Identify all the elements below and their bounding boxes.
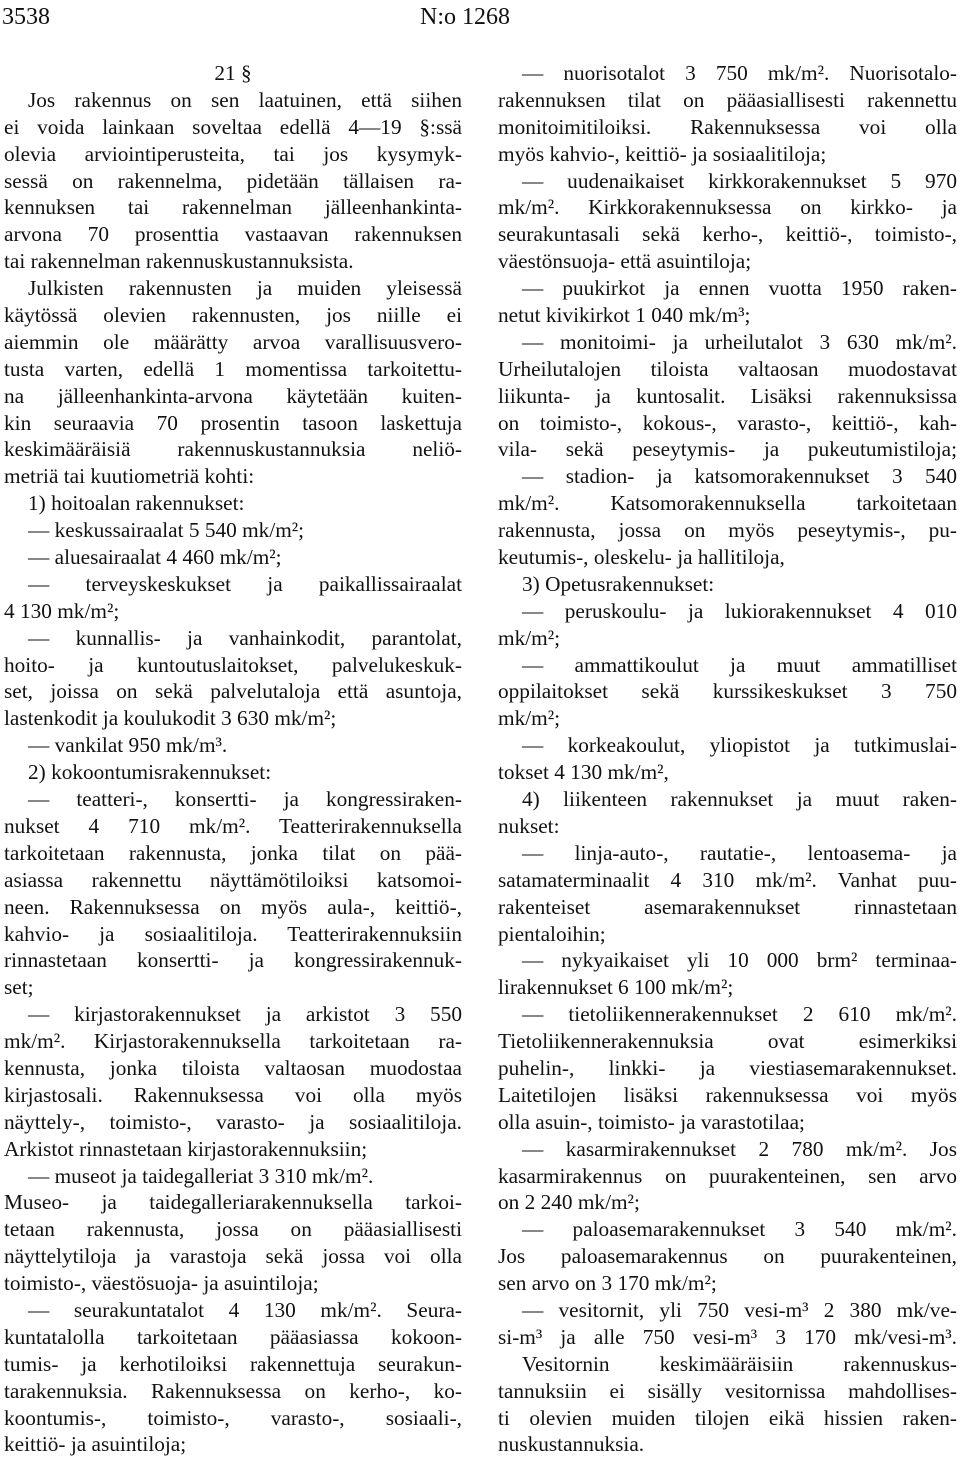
text-line: liikunta- ja kuntosalit. Lisäksi rakennuksissa <box>498 383 957 408</box>
text-line: Museo- ja taidegalleriarakennuksella tarkoi- <box>4 1190 462 1215</box>
text-line: Jos paloasemarakennus on puurakenteinen, <box>498 1244 957 1269</box>
text-line: 21 § <box>214 61 252 85</box>
text-line: tarakennuksia. Rakennuksessa on kerho-, ko- <box>4 1378 462 1403</box>
text-line: Laitetilojen lisäksi rakennuksessa voi myös <box>498 1082 957 1107</box>
text-line: — keskussairaalat 5 540 mk/m²; <box>28 518 305 543</box>
text-line: hoito- ja kuntoutuslaitokset, palvelukeskuk- <box>4 652 462 677</box>
text-line: 2) kokoontumisrakennukset: <box>28 760 272 785</box>
text-line: rakennuksen tilat on pääasiallisesti rakennettu <box>498 87 957 112</box>
text-line: seurakuntasali sekä kerho-, keittiö-, toimisto-, <box>498 222 957 247</box>
text-line: vila- sekä peseytymis- ja pukeutumistiloja; <box>498 437 957 462</box>
text-line: tarkoitetaan rakennusta, jonka tilat on pää- <box>4 840 462 865</box>
text-line: — kasarmirakennukset 2 780 mk/m². Jos <box>522 1136 957 1161</box>
text-line: mk/m². Kirjastorakennuksella tarkoitetaan ra- <box>4 1029 462 1054</box>
text-line: — korkeakoulut, yliopistot ja tutkimuslai- <box>522 733 957 758</box>
text-line: tusta varten, edellä 1 momentissa tarkoitettu- <box>4 356 462 381</box>
text-line: — kunnallis- ja vanhainkodit, parantolat, <box>28 625 462 650</box>
text-line: sessä on rakennelma, pidetään tällaisen ra- <box>4 168 462 193</box>
text-line: mk/m². Katsomorakennuksella tarkoitetaan <box>498 491 957 516</box>
text-line: kin seuraavia 70 prosentin tasoon laskettuja <box>4 410 462 435</box>
text-line: mk/m². Kirkkorakennuksessa on kirkko- ja <box>498 195 957 220</box>
text-line: lastenkodit ja koulukodit 3 630 mk/m²; <box>4 706 337 731</box>
text-line: tai rakennelman rakennuskustannuksista. <box>4 249 354 274</box>
text-line: — tietoliikennerakennukset 2 610 mk/m². <box>522 1002 957 1027</box>
text-line: — linja-auto-, rautatie-, lentoasema- ja <box>522 840 957 865</box>
text-line: — peruskoulu- ja lukiorakennukset 4 010 <box>522 598 957 623</box>
text-line: tetaan rakennusta, jossa on pääasiallisesti <box>4 1217 462 1242</box>
text-line: — nuorisotalot 3 750 mk/m². Nuorisotalo- <box>522 61 957 85</box>
text-line: käytössä olevien rakennusten, jos niille ei <box>4 303 462 328</box>
text-line: olevia arviointiperusteita, tai jos kysymyk- <box>4 141 462 166</box>
text-line: — aluesairaalat 4 460 mk/m²; <box>28 545 282 570</box>
text-line: — vankilat 950 mk/m³. <box>28 733 228 758</box>
text-line: myös kahvio-, keittiö- ja sosiaalitiloja; <box>498 141 827 166</box>
text-line: 4) liikenteen rakennukset ja muut raken- <box>522 787 957 812</box>
text-line: toimisto-, väestösuoja- ja asuintiloja; <box>4 1271 319 1296</box>
text-line: ti olevien muiden tilojen eikä hissien raken- <box>498 1405 957 1430</box>
text-line: olla asuin-, toimisto- ja varastotilaa; <box>498 1109 805 1134</box>
text-line: — vesitornit, yli 750 vesi-m³ 2 380 mk/ve- <box>522 1297 957 1322</box>
text-line: — terveyskeskukset ja paikallissairaalat <box>28 571 462 596</box>
text-line: rakennusta, jossa on myös peseytymis-, pu- <box>498 518 957 543</box>
text-line: kennusta, jonka tiloista valtaosan muodostaa <box>4 1055 462 1080</box>
text-line: kuntatalolla tarkoitetaan pääasiassa kokoon- <box>4 1324 462 1349</box>
text-line: aiemmin ole määrätty arvoa varallisuusvero- <box>4 329 462 354</box>
text-line: 4 130 mk/m²; <box>4 598 120 623</box>
text-line: monitoimitiloiksi. Rakennuksessa voi olla <box>498 114 957 139</box>
text-line: kirjastosali. Rakennuksessa voi olla myös <box>4 1082 462 1107</box>
text-line: näyttelytiloja ja varastoja sekä jossa voi olla <box>4 1244 462 1269</box>
text-line: kasarmirakennus on puurakenteinen, sen arvo <box>498 1163 957 1188</box>
text-line: — museot ja taidegalleriat 3 310 mk/m². <box>28 1163 374 1188</box>
text-line: nuskustannuksia. <box>498 1432 645 1457</box>
text-line: Urheilutalojen tiloista valtaosan muodostavat <box>498 356 957 381</box>
text-line: tannuksiin ei sisälly vesitornissa mahdollises- <box>498 1378 957 1403</box>
text-line: arvona 70 prosenttia vastaavan rakennuksen <box>4 222 462 247</box>
text-line: kahvio- ja sosiaalitiloja. Teatterirakennuksiin <box>4 921 462 946</box>
text-line: on toimisto-, kokous-, varasto-, keittiö-, kah- <box>498 410 957 435</box>
text-line: — teatteri-, konsertti- ja kongressiraken- <box>28 787 462 812</box>
text-line: 3) Opetusrakennukset: <box>522 571 715 596</box>
text-line: — ammattikoulut ja muut ammatilliset <box>522 652 957 677</box>
text-line: kennuksen tai rakennelman jälleenhankinta- <box>4 195 462 220</box>
text-line: puhelin-, linkki- ja viestiasemarakennukset. <box>498 1055 957 1080</box>
text-line: rinnastetaan konsertti- ja kongressirakennuk- <box>4 948 462 973</box>
text-line: satamaterminaalit 4 310 mk/m². Vanhat puu- <box>498 867 957 892</box>
text-line: Jos rakennus on sen laatuinen, että siihen <box>28 87 462 112</box>
text-line: set, joissa on sekä palvelutaloja että asuntoja, <box>4 679 462 704</box>
text-line: — seurakuntatalot 4 130 mk/m². Seura- <box>28 1297 462 1322</box>
text-line: tumis- ja kerhotiloiksi rakennettuja seurakun- <box>4 1351 462 1376</box>
text-line: koontumis-, toimisto-, varasto-, sosiaali-, <box>4 1405 462 1430</box>
text-line: nukset: <box>498 813 560 838</box>
text-line: — uudenaikaiset kirkkorakennukset 5 970 <box>522 168 957 193</box>
text-line: — puukirkot ja ennen vuotta 1950 raken- <box>522 276 957 301</box>
text-line: Vesitornin keskimääräisiin rakennuskus- <box>522 1351 957 1376</box>
text-line: mk/m²; <box>498 706 560 731</box>
text-line: asiassa rakennettu näyttämötiloiksi katsomoi- <box>4 867 462 892</box>
text-line: ei voida lainkaan soveltaa edellä 4—19 §:ssä <box>4 114 462 139</box>
text-line: näyttely-, toimisto-, varasto- ja sosiaalitiloja. <box>4 1109 462 1134</box>
text-line: oppilaitokset sekä kurssikeskukset 3 750 <box>498 679 957 704</box>
text-line: 1) hoitoalan rakennukset: <box>28 491 245 516</box>
issue-number: N:o 1268 <box>420 4 510 30</box>
text-line: pientaloihin; <box>498 921 606 946</box>
text-line: netut kivikirkot 1 040 mk/m³; <box>498 303 751 328</box>
text-line: keittiö- ja asuintiloja; <box>4 1432 187 1457</box>
text-line: keskimääräisiä rakennuskustannuksia neliö- <box>4 437 462 462</box>
text-line: — kirjastorakennukset ja arkistot 3 550 <box>28 1002 462 1027</box>
text-line: sen arvo on 3 170 mk/m²; <box>498 1271 717 1296</box>
text-line: rakenteiset asemarakennukset rinnastetaan <box>498 894 957 919</box>
text-line: metriä tai kuutiometriä kohti: <box>4 464 255 489</box>
page-number: 3538 <box>2 4 50 30</box>
text-line: nukset 4 710 mk/m². Teatterirakennuksella <box>4 813 462 838</box>
text-line: mk/m²; <box>498 625 560 650</box>
text-line: neen. Rakennuksessa on myös aula-, keittiö-, <box>4 894 462 919</box>
text-line: Arkistot rinnastetaan kirjastorakennuksiin; <box>4 1136 368 1161</box>
text-line: Tietoliikennerakennuksia ovat esimerkiksi <box>498 1029 957 1054</box>
text-line: Julkisten rakennusten ja muiden yleisessä <box>28 276 462 301</box>
text-line: — paloasemarakennukset 3 540 mk/m². <box>522 1217 957 1242</box>
text-line: lirakennukset 6 100 mk/m²; <box>498 975 734 1000</box>
right-text-column <box>498 60 957 1458</box>
text-line: väestönsuoja- että asuintiloja; <box>498 249 752 274</box>
left-text-column <box>4 60 462 1458</box>
text-line: set; <box>4 975 34 1000</box>
text-line: — monitoimi- ja urheilutalot 3 630 mk/m². <box>522 329 957 354</box>
text-line: tokset 4 130 mk/m², <box>498 760 669 785</box>
text-line: — nykyaikaiset yli 10 000 brm² terminaa- <box>522 948 957 973</box>
text-line: na jälleenhankinta-arvona käytetään kuiten- <box>4 383 462 408</box>
text-line: si-m³ ja alle 750 vesi-m³ 3 170 mk/vesi-m³. <box>498 1324 957 1349</box>
page-header <box>0 4 960 32</box>
text-line: on 2 240 mk/m²; <box>498 1190 640 1215</box>
text-line: keutumis-, oleskelu- ja hallitiloja, <box>498 545 785 570</box>
text-line: — stadion- ja katsomorakennukset 3 540 <box>522 464 957 489</box>
